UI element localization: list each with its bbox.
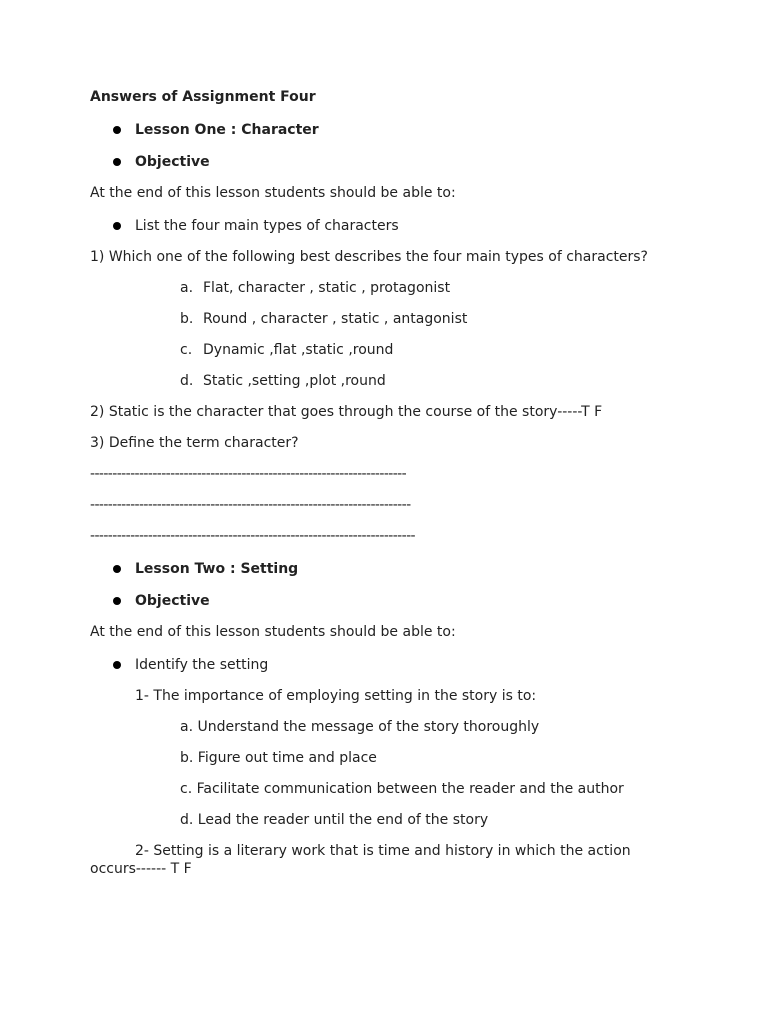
option-letter: d.	[180, 373, 194, 389]
option-text: c. Facilitate communication between the reader and the author	[180, 781, 624, 797]
bullet-icon	[113, 565, 121, 573]
option-text: a. Understand the message of the story thoroughly	[180, 719, 540, 735]
option-text: Round , character , static , antagonist	[203, 311, 468, 327]
lesson-two-question-1: 1- The importance of employing setting in the story is to:	[135, 688, 537, 704]
lesson-two-question-2-continued: occurs------ T F	[90, 861, 192, 877]
lesson-one-goal: List the four main types of characters	[135, 218, 399, 234]
option-letter: a.	[180, 280, 194, 296]
option-text: Flat, character , static , protagonist	[203, 280, 451, 296]
answer-line: ------------------------------------------------------------------------	[90, 497, 411, 513]
lesson-one-intro: At the end of this lesson students should be able to:	[90, 185, 456, 201]
option-text: Dynamic ,flat ,static ,round	[203, 342, 394, 358]
option-text: d. Lead the reader until the end of the story	[180, 812, 489, 828]
bullet-icon	[113, 126, 121, 134]
lesson-two-heading: Lesson Two : Setting	[135, 561, 299, 577]
lesson-one-heading: Lesson One : Character	[135, 122, 319, 138]
answer-line: -----------------------------------------------------------------------	[90, 466, 407, 482]
lesson-two-objective: Objective	[135, 593, 210, 609]
bullet-icon	[113, 158, 121, 166]
bullet-icon	[113, 222, 121, 230]
lesson-two-question-2: 2- Setting is a literary work that is time and history in which the action	[135, 843, 631, 859]
option-letter: c.	[180, 342, 193, 358]
lesson-one-question-1: 1) Which one of the following best describes the four main types of characters?	[90, 249, 648, 265]
lesson-one-question-3: 3) Define the term character?	[90, 435, 299, 451]
bullet-icon	[113, 597, 121, 605]
option-text: b. Figure out time and place	[180, 750, 377, 766]
lesson-two-intro: At the end of this lesson students should be able to:	[90, 624, 456, 640]
bullet-icon	[113, 661, 121, 669]
lesson-one-objective: Objective	[135, 154, 210, 170]
document-title: Answers of Assignment Four	[90, 89, 316, 105]
option-text: Static ,setting ,plot ,round	[203, 373, 386, 389]
lesson-one-question-2: 2) Static is the character that goes through the course of the story-----T F	[90, 404, 603, 420]
lesson-two-goal: Identify the setting	[135, 657, 269, 673]
option-letter: b.	[180, 311, 194, 327]
answer-line: -------------------------------------------------------------------------	[90, 528, 415, 544]
